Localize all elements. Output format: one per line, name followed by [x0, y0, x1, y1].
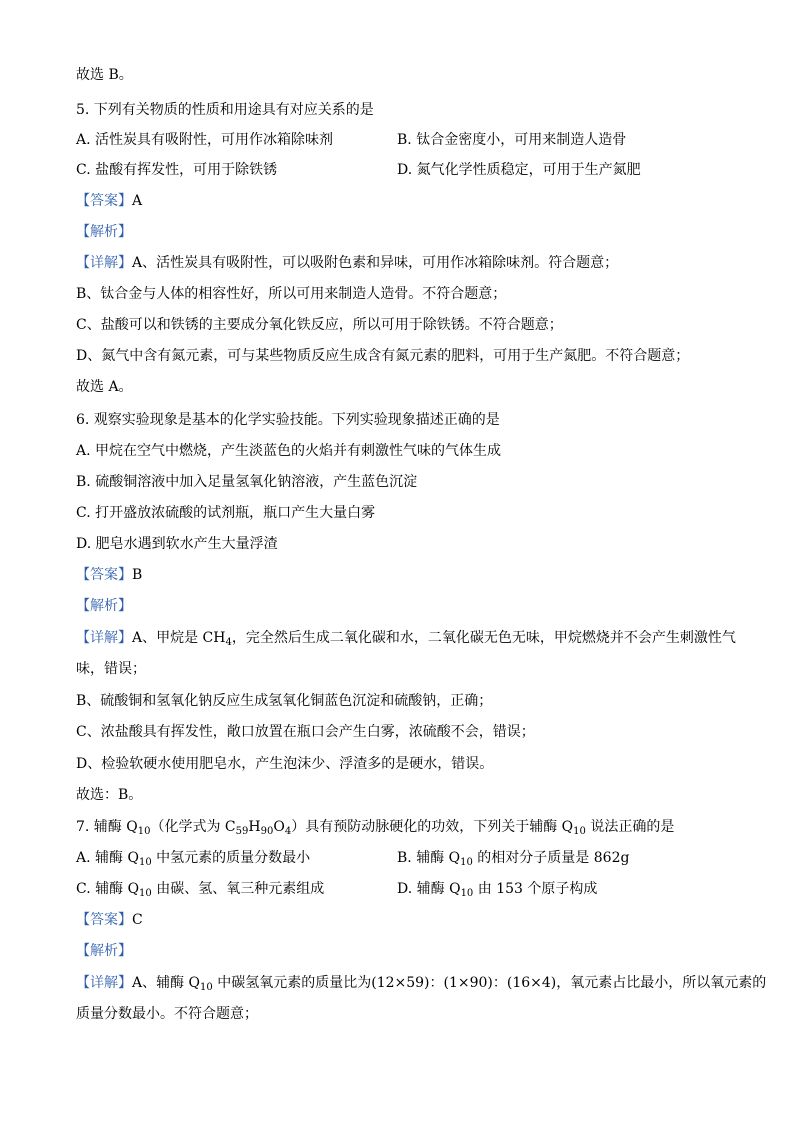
answer-tag: 【答案】 [76, 567, 132, 583]
answer-tag: 【答案】 [76, 193, 132, 209]
option-text: 由 153 个原子构成 [473, 881, 598, 897]
question-6-explanation-b: B、硫酸铜和氢氧化钠反应生成氢氧化铜蓝色沉淀和硫酸钠，正确； [76, 693, 493, 709]
question-5-conclusion: 故选 A。 [76, 379, 133, 395]
detail-tag: 【详解】 [76, 630, 132, 646]
answer-value: C [132, 912, 143, 928]
subscript: 59 [235, 826, 249, 837]
stem-text: 说法正确的是 [585, 819, 675, 835]
conclusion-q4: 故选 B。 [76, 67, 133, 83]
question-5-explanation-a [76, 254, 618, 272]
question-6-explanation-a [76, 629, 736, 647]
subscript: 10 [139, 888, 152, 899]
subscript: 10 [460, 888, 474, 899]
explanation-text: ，完全然后生成二氧化碳和水，二氧化碳无色无味，甲烷燃烧并不会产生刺激性气 [231, 630, 736, 646]
subscript: 90 [260, 826, 274, 837]
option-text: C. 辅酶 Q [76, 881, 140, 897]
question-5-option-a: A. 活性炭具有吸附性，可用作冰箱除味剂 [76, 132, 334, 148]
option-text: A. 辅酶 Q [76, 850, 139, 866]
stem-text: （化学式为 C [150, 819, 236, 835]
question-7-stem [76, 818, 674, 836]
question-6-explanation-c: C、浓盐酸具有挥发性，敞口放置在瓶口会产生白雾，浓硫酸不会，错误； [76, 724, 535, 740]
subscript: 4 [225, 637, 232, 648]
subscript: 4 [284, 826, 292, 837]
detail-tag: 【详解】 [76, 975, 132, 991]
question-5-analysis-tag: 【解析】 [76, 224, 132, 240]
option-text: 中氢元素的质量分数最小 [151, 850, 311, 866]
question-5-explanation-c: C、盐酸可以和铁锈的主要成分氧化铁反应，所以可用于除铁锈。不符合题意； [76, 317, 563, 333]
explanation-text: A、活性炭具有吸附性，可以吸附色素和异味，可用作冰箱除味剂。符合题意； [132, 255, 619, 271]
answer-value: B [132, 567, 143, 583]
question-5-stem: 5. 下列有关物质的性质和用途具有对应关系的是 [76, 102, 374, 118]
question-6-option-d: D. 肥皂水遇到软水产生大量浮渣 [76, 536, 278, 552]
question-7-explanation-a [76, 974, 766, 992]
subscript: 10 [460, 857, 473, 868]
question-6-analysis-tag: 【解析】 [76, 598, 132, 614]
question-5-answer [76, 192, 142, 210]
question-5-explanation-d: D、氮气中含有氮元素，可与某些物质反应生成含有氮元素的肥料，可用于生产氮肥。不符合题意； [76, 348, 690, 364]
stem-text: 7. 辅酶 Q [76, 819, 138, 835]
question-7-option-b [397, 849, 629, 867]
stem-text: ）具有预防动脉硬化的功效，下列关于辅酶 Q [291, 819, 574, 835]
question-7-option-d [397, 880, 597, 898]
question-7-explanation-a-cont: 质量分数最小。不符合题意； [76, 1006, 258, 1022]
stem-text: H [248, 819, 261, 835]
question-7-analysis-tag: 【解析】 [76, 943, 132, 959]
question-5-option-d: D. 氮气化学性质稳定，可用于生产氮肥 [397, 162, 641, 178]
question-6-explanation-d: D、检验软硬水使用肥皂水，产生泡沫少、浮渣多的是硬水，错误。 [76, 756, 494, 772]
detail-tag: 【详解】 [76, 255, 132, 271]
question-6-conclusion: 故选：B。 [76, 787, 143, 803]
explanation-text: A、辅酶 Q [132, 975, 201, 991]
question-6-option-c: C. 打开盛放浓硫酸的试剂瓶，瓶口产生大量白雾 [76, 505, 376, 521]
question-6-option-a: A. 甲烷在空气中燃烧，产生淡蓝色的火焰并有刺激性气味的气体生成 [76, 443, 502, 459]
stem-text: O [273, 819, 285, 835]
question-7-option-a [76, 849, 310, 867]
question-7-answer [76, 911, 143, 929]
option-text: B. 辅酶 Q [397, 850, 461, 866]
answer-tag: 【答案】 [76, 912, 132, 928]
question-6-answer [76, 566, 142, 584]
explanation-text: A、甲烷是 CH [132, 630, 226, 646]
option-text: 的相对分子质量是 862g [472, 850, 630, 866]
question-6-option-b: B. 硫酸铜溶液中加入足量氢氧化钠溶液，产生蓝色沉淀 [76, 474, 418, 490]
explanation-text: 中碳氢氧元素的质量比为(12×59)：(1×90)：(16×4)，氧元素占比最小，所以氧元素的 [212, 975, 767, 991]
question-5-option-b: B. 钛合金密度小，可用来制造人造骨 [397, 132, 627, 148]
question-6-stem: 6. 观察实验现象是基本的化学实验技能。下列实验现象描述正确的是 [76, 412, 500, 428]
subscript: 10 [200, 982, 213, 993]
answer-value: A [132, 193, 143, 209]
question-7-option-c [76, 880, 324, 898]
question-5-option-c: C. 盐酸有挥发性，可用于除铁锈 [76, 162, 278, 178]
subscript: 10 [137, 826, 151, 837]
subscript: 10 [138, 857, 152, 868]
question-5-explanation-b: B、钛合金与人体的相容性好，所以可用来制造人造骨。不符合题意； [76, 286, 507, 302]
subscript: 10 [573, 826, 586, 837]
option-text: 由碳、氢、氧三种元素组成 [151, 881, 325, 897]
question-6-explanation-a-cont: 味，错误； [76, 661, 146, 677]
option-text: D. 辅酶 Q [397, 881, 461, 897]
